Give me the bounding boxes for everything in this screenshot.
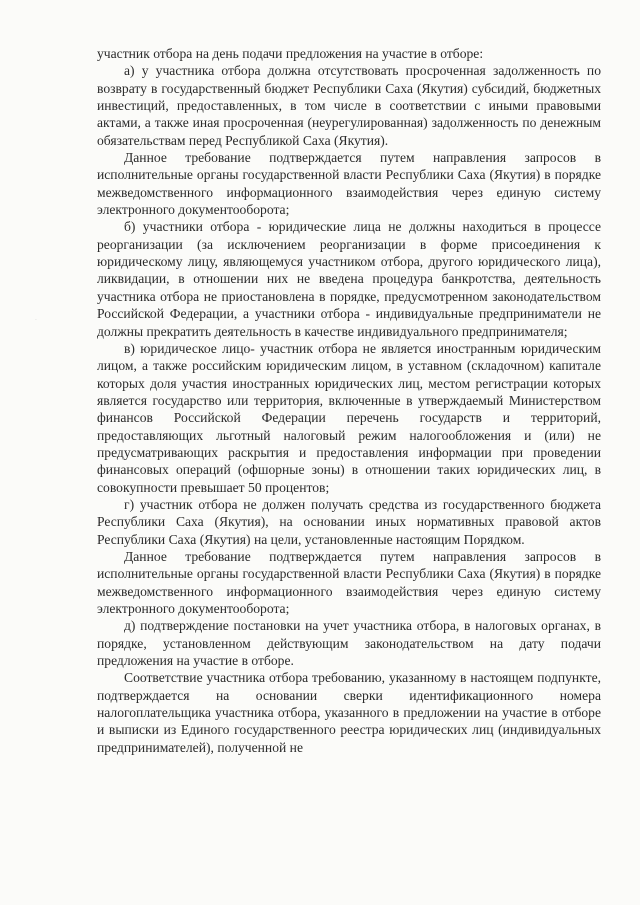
paragraph-item-a: а) у участника отбора должна отсутствовать просроченная задолженность по возврату в государственный бюджет Республики Саха (Якутия) субсидий, бюджетных инвестиций, предоставленных, в том числе в соответствии с иными правовыми актами, а также иная просроченная (неурегулированная) задолженность по денежным обязательствам перед Республикой Саха (Якутия). bbox=[97, 63, 601, 148]
paragraph-item-d: д) подтверждение постановки на учет участника отбора, в налоговых органах, в порядке, установленном действующим законодательством на дату подачи предложения на участие в отборе. bbox=[97, 618, 601, 669]
scan-speck: · bbox=[35, 317, 37, 324]
paragraph-item-v: в) юридическое лицо- участник отбора не является иностранным юридическим лицом, а также российским юридическим лицом, в уставном (складочном) капитале которых доля участия иностранных юридических лиц, местом регистрации которых является государство или территория, включенные в утверждаемый Министерством финансов Российской Федерации перечень государств и территорий, предоставляющих льготный налоговый режим налогообложения и (или) не предусматривающих раскрытия и предоставления информации при проведении финансовых операций (офшорные зоны) в отношении таких юридических лиц, в совокупности превышает 50 процентов; bbox=[97, 340, 601, 495]
paragraph-item-g: г) участник отбора не должен получать средства из государственного бюджета Республики Саха (Якутия), на основании иных нормативных правовой актов Республики Саха (Якутия) на цели, установленные настоящим Порядком. bbox=[97, 496, 601, 547]
paragraph-compliance: Соответствие участника отбора требованию, указанному в настоящем подпункте, подтверждается на основании сверки идентификационного номера налогоплательщика участника отбора, указанного в предложении на участие в отборе и выписки из Единого государственного реестра юридических лиц (индивидуальных предпринимателей), полученной не bbox=[97, 670, 601, 755]
paragraph-intro: участник отбора на день подачи предложения на участие в отборе: bbox=[97, 46, 484, 61]
paragraph-item-b: б) участники отбора - юридические лица не должны находиться в процессе реорганизации (за исключением реорганизации в форме присоединения к юридическому лицу, являющемуся участником отбора, другого юридического лица), ликвидации, в отношении них не введена процедура банкротства, деятельность участника отбора не приостановлена в порядке, предусмотренном законодательством Российской Федерации, а участники отбора - индивидуальные предприниматели не должны прекратить деятельность в качестве индивидуального предпринимателя; bbox=[97, 219, 601, 339]
paragraph-confirmation-1: Данное требование подтверждается путем направления запросов в исполнительные органы государственной власти Республики Саха (Якутия) в порядке межведомственного информационного взаимодействия через единую систему электронного документооборота; bbox=[97, 150, 601, 218]
document-page bbox=[97, 45, 601, 756]
paragraph-confirmation-2: Данное требование подтверждается путем направления запросов в исполнительные органы государственной власти Республики Саха (Якутия) в порядке межведомственного информационного взаимодействия через единую систему электронного документооборота; bbox=[97, 548, 601, 616]
